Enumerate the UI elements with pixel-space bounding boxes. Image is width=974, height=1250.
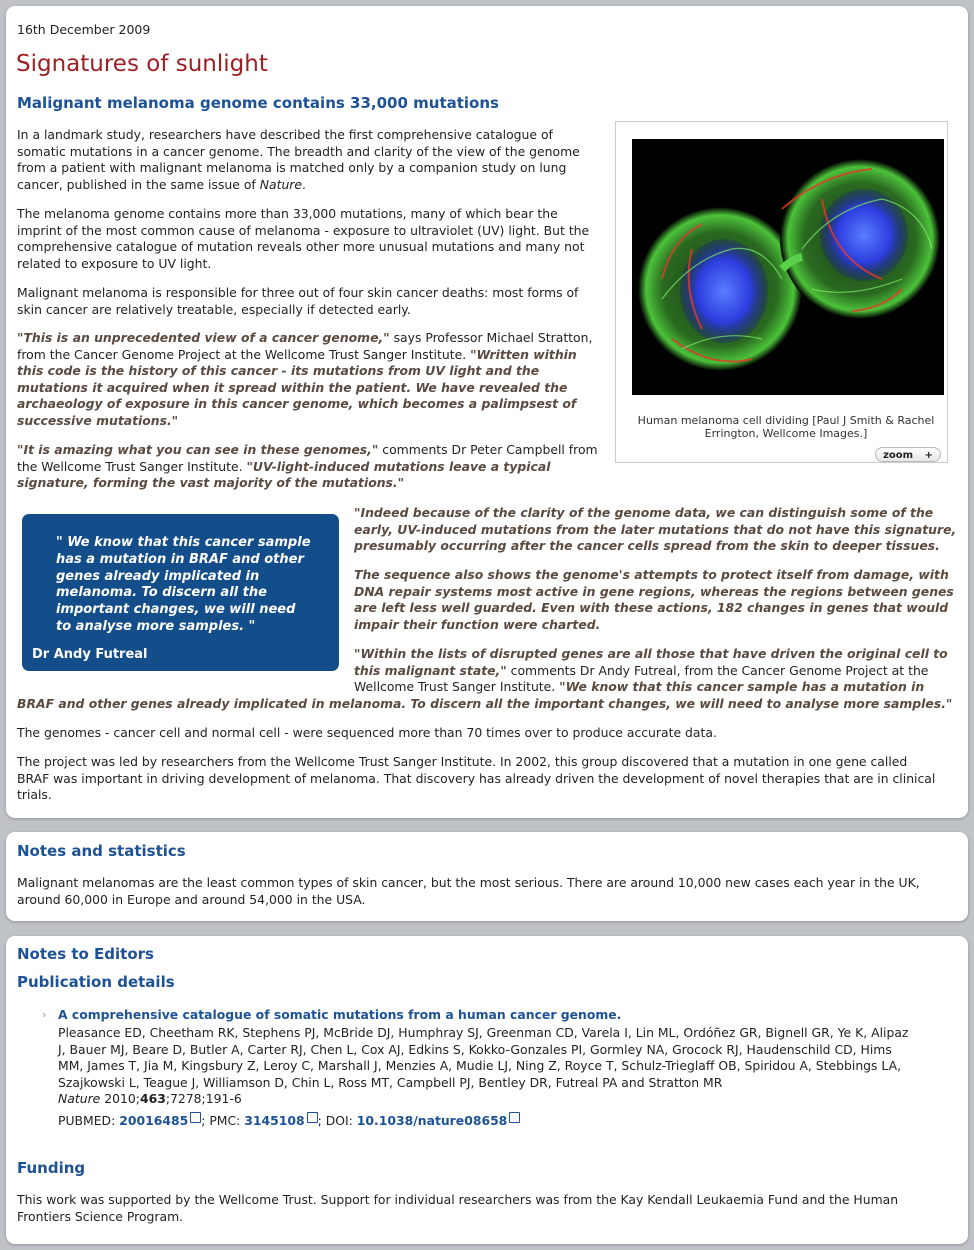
journal-name: Nature [58,1091,101,1107]
article-body-top [17,127,607,193]
plus-icon: + [924,450,933,461]
text-line: skin cancer are relatively treatable, especially if detected early. [17,301,411,317]
text-span: says Professor Michael Stratton, [389,330,593,345]
text-line [354,679,960,696]
text-line [354,663,960,680]
quote-span: this malignant state," [354,662,507,678]
text-line: somatic mutations in a cancer genome. The breadth and clarity of the view of the genome [17,143,580,159]
quote-paragraph [17,330,612,430]
text-line: related to exposure to UV light. [17,255,212,271]
quote-line: impair their function were charted. [354,616,601,632]
journal-name: Nature [259,176,303,192]
pubmed-label: PUBMED: [58,1113,120,1128]
caption-line: Errington, Wellcome Images.] [704,427,868,440]
text-line [17,459,617,476]
issue-pages: ;7278;191-6 [165,1091,242,1107]
quote-line: this code is the history of this cancer - its mutations from UV light and the [17,363,540,379]
text-line: BRAF was important in driving development of melanoma. That discovery has already driven the development of novel therapies that are in clinical [17,770,936,786]
quote-span: "We know that this cancer sample has a mutation in [559,679,925,695]
chevron-right-icon: › [42,1008,47,1021]
article-date: 16th December 2009 [17,22,151,37]
pull-quote-line: genes already implicated in [56,568,260,584]
zoom-button[interactable] [875,447,941,462]
pull-quote-text [56,535,318,636]
external-link-icon[interactable] [190,1112,201,1123]
quote-line: mutations it acquired when it spread within the patient. We have revealed the [17,379,568,395]
doi-link[interactable]: 10.1038/nature08658 [356,1113,508,1128]
quote-span: "UV-light-induced mutations leave a typical [246,458,551,474]
reference-title-link[interactable]: A comprehensive catalogue of somatic mutations from a human cancer genome. [58,1007,622,1022]
text-line: Szajkowski L, Teague J, Williamson D, Chin L, Ross MT, Campbell PJ, Bentley DR, Futreal PA and Stratton MR [58,1074,723,1090]
text-line: The melanoma genome contains more than 33,000 mutations, many of which bear the [17,206,558,221]
quote-span: "This is an unprecedented view of a cancer genome," [17,330,390,345]
quote-line: "Indeed because of the clarity of the genome data, we can distinguish some of the [354,505,934,520]
pull-quote-line: melanoma. To discern all the [56,585,267,601]
text-line: Frontiers Science Program. [17,1208,184,1224]
quote-line: archaeology of exposure in this cancer genome, which becomes a palimpsest of [17,396,577,412]
quote-line: The sequence also shows the genome's attempts to protect itself from damage, with [354,567,949,582]
publication-heading: Publication details [17,973,175,991]
text-line: trials. [17,787,52,803]
article-panel [6,6,968,818]
external-link-icon[interactable] [509,1112,520,1123]
doi-label: ; DOI: [317,1113,357,1128]
text-span: the Wellcome Trust Sanger Institute. [17,458,247,474]
paragraph [17,285,607,318]
zoom-label: zoom [883,450,914,461]
text-span: comments Dr Andy Futreal, from the Cancer Genome Project at the [506,662,929,678]
citation-line [58,1091,958,1108]
quote-span: "It is amazing what you can see in these genomes," [17,442,379,457]
reference-authors [58,1025,958,1108]
quote-span: "Written within [470,346,577,362]
quote-paragraph [17,442,617,492]
quote-line: early, UV-induced mutations from the later mutations that do not have this signature, [354,521,957,537]
pull-quote-line: important changes, we will need [56,602,296,618]
text-span: comments Dr Peter Campbell from [378,442,598,457]
text-line [17,442,617,459]
volume: 463 [139,1091,166,1107]
pmc-link[interactable]: 3145108 [244,1113,305,1128]
pubmed-link[interactable]: 20016485 [119,1113,189,1128]
pmc-label: ; PMC: [201,1113,245,1128]
text-line: The project was led by researchers from the Wellcome Trust Sanger Institute. In 2002, this group discovered that a mutation in one gene called [17,754,908,769]
quote-line: successive mutations." [17,412,179,428]
external-link-icon[interactable] [307,1112,318,1123]
pull-quote-line: " We know that this cancer sample [56,535,311,550]
figure-caption [626,414,946,440]
text-line: cancer, published in the same issue of Nature. [17,176,306,192]
text-line: This work was supported by the Wellcome Trust. Support for individual researchers was from the Kay Kendall Leukaemia Fund and the Human [17,1192,899,1207]
identifiers-line [58,1113,520,1130]
quote-paragraph [354,646,960,696]
paragraph [17,754,962,804]
text-span: cancer, published in the same issue of [17,176,256,192]
year: 2010; [100,1091,140,1107]
quote-line: signature, forming the vast majority of the mutations." [17,475,405,491]
page-title: Signatures of sunlight [16,51,268,77]
text-line: imprint of the most common cause of melanoma - exposure to ultraviolet (UV) light. But the [17,222,590,238]
text-line: Malignant melanoma is responsible for three out of four skin cancer deaths: most forms of [17,285,579,300]
text-line [17,330,612,347]
quote-paragraph [354,567,960,633]
funding-heading: Funding [17,1159,86,1177]
text-line: In a landmark study, researchers have described the first comprehensive catalogue of [17,127,553,142]
paragraph [17,206,607,272]
funding-text [17,1192,962,1225]
editors-panel [6,936,968,1244]
text-span: from the Cancer Genome Project at the Wellcome Trust Sanger Institute. [17,346,471,362]
notes-heading: Notes and statistics [17,842,186,860]
article-subtitle: Malignant melanoma genome contains 33,000 mutations [17,94,499,112]
pull-quote-line: has a mutation in BRAF and other [56,551,304,567]
figure-box [615,121,948,463]
quote-line: DNA repair systems most active in gene regions, whereas the regions between genes [354,583,954,599]
notes-panel [6,832,968,921]
editors-heading: Notes to Editors [17,945,154,963]
text-line: Pleasance ED, Cheetham RK, Stephens PJ, McBride DJ, Humphray SJ, Greenman CD, Varela I, Lin ML, Ordóñez GR, Bignell GR, Ye K, Alipaz [58,1025,909,1040]
quote-line: BRAF and other genes already implicated in melanoma. To discern all the important changes, we will need to analyse more samples." [17,696,953,711]
quote-line: "Within the lists of disrupted genes are all those that have driven the original cell to [354,646,948,661]
pull-quote-line: to analyse more samples. " [56,618,256,634]
paragraph: The genomes - cancer cell and normal cell - were sequenced more than 70 times over to produce accurate data. [17,725,717,740]
text-line: Malignant melanomas are the least common types of skin cancer, but the most serious. There are around 10,000 new cases each year in the UK, [17,875,920,890]
melanoma-cell-image[interactable] [632,139,944,395]
quote-paragraph [354,505,960,555]
text-line: from a patient with malignant melanoma is matched only by a companion study on lung [17,160,567,176]
text-line [17,347,612,364]
notes-text [17,875,962,908]
quote-line: are left less well guarded. Even with these actions, 182 changes in genes that would [354,600,949,616]
pull-quote [22,514,339,671]
caption-line: Human melanoma cell dividing [Paul J Smith & Rachel [637,414,935,427]
text-line: J, Bauer MJ, Beare D, Butler A, Carter RJ, Chen L, Cox AJ, Edkins S, Kokko-Gonzales PI, Gormley NA, Grocock RJ, Haudenschild CD, Hims [58,1041,892,1057]
text-line: MM, James T, Jia M, Kingsbury Z, Leroy C, Marshall J, Menzies A, Mudie LJ, Ning Z, Royce T, Schulz-Trieglaff OB, Spiridou A, Stebbings LA, [58,1058,902,1074]
text-span: Wellcome Trust Sanger Institute. [354,679,560,695]
pull-quote-author: Dr Andy Futreal [32,647,148,662]
text-line: comprehensive catalogue of mutation reveals other more unusual mutations and many not [17,239,585,255]
quote-line: presumably occurring after the cancer cells spread from the skin to deeper tissues. [354,538,940,554]
text-line: around 60,000 in Europe and around 54,000 in the USA. [17,891,366,907]
